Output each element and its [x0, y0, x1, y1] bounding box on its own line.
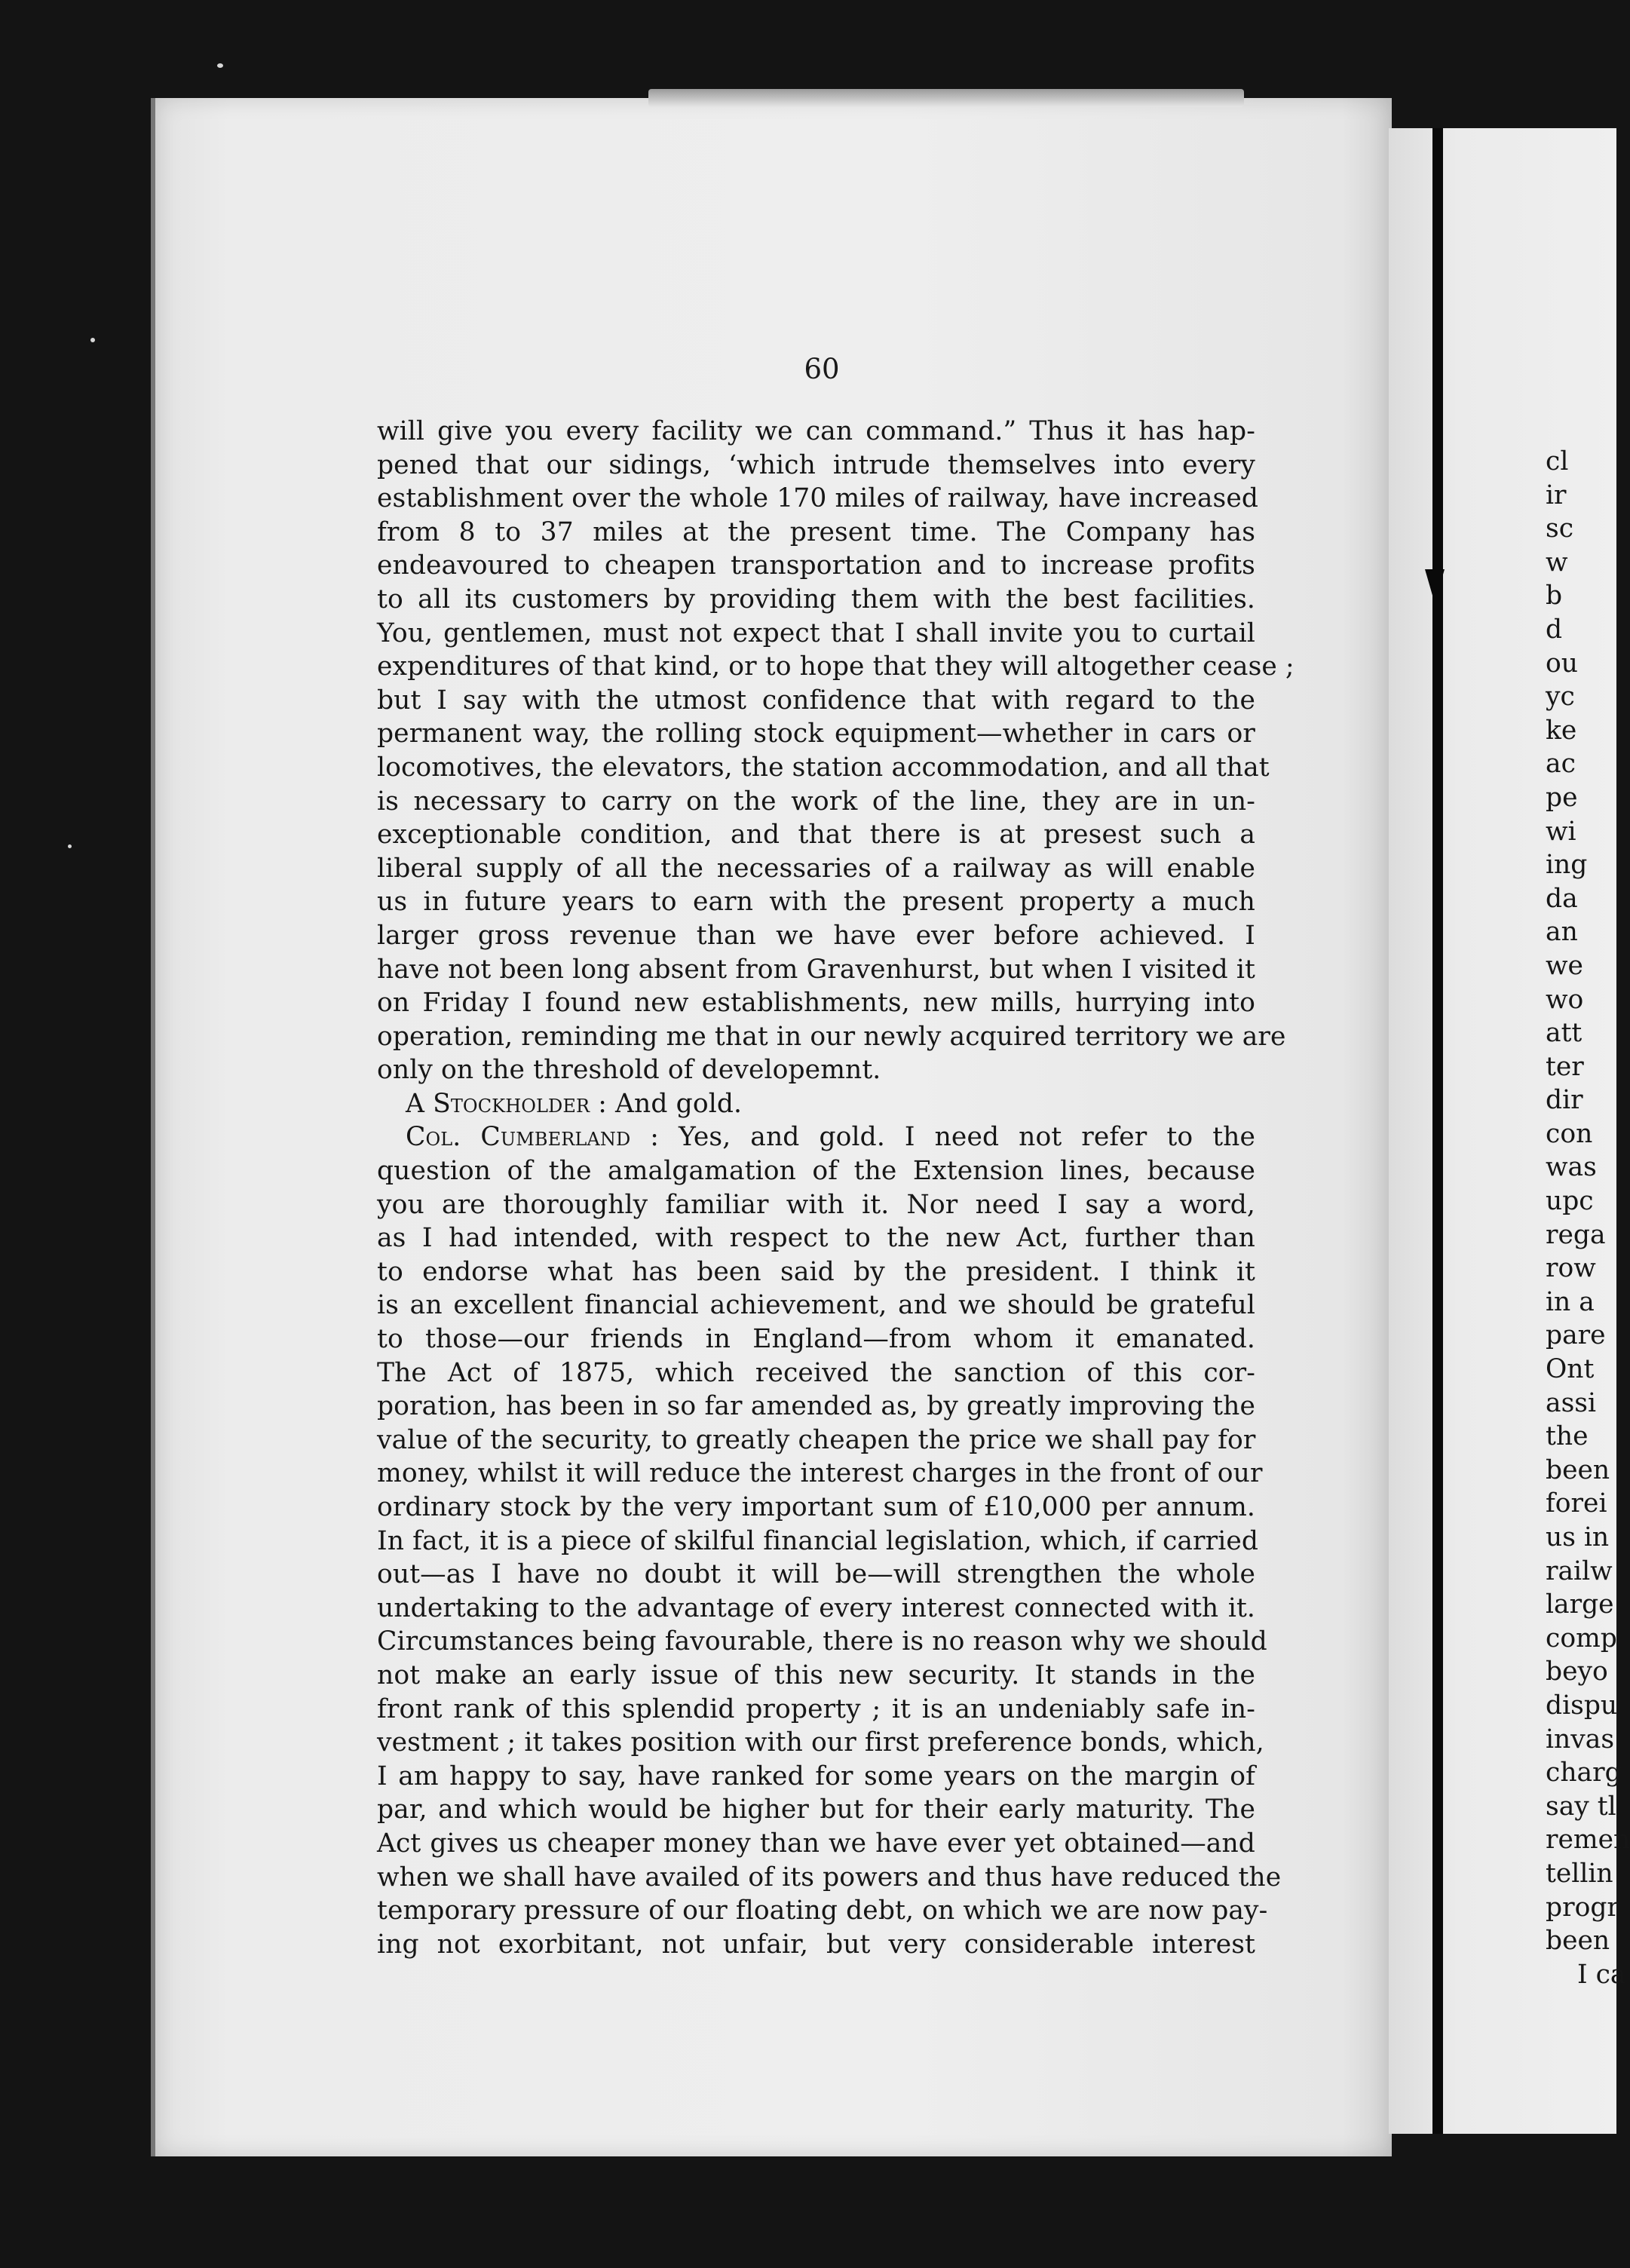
- facing-page-fragment: invas: [1546, 1724, 1615, 1755]
- text-line: when we shall have availed of its powers and thus have reduced the: [377, 1862, 1282, 1893]
- facing-page-fragment: att: [1546, 1018, 1583, 1049]
- facing-page-fragment: remen: [1546, 1825, 1630, 1856]
- facing-page-fragment: beyo: [1546, 1657, 1608, 1687]
- facing-page-fragment: sc: [1546, 513, 1574, 544]
- facing-page-fragment: ke: [1546, 715, 1577, 746]
- facing-page-fragment: tellin: [1546, 1858, 1613, 1889]
- scan-speck: [217, 63, 223, 68]
- facing-page-fragment: in a: [1546, 1286, 1595, 1317]
- facing-page-fragment: was: [1546, 1152, 1597, 1183]
- facing-page-fragment: we: [1546, 950, 1583, 981]
- facing-page-fragment: con: [1546, 1118, 1593, 1149]
- text-line: liberal supply of all the necessaries of a railway as will enable: [377, 853, 1255, 884]
- text-line: not make an early issue of this new security. It stands in the: [377, 1660, 1255, 1690]
- scan-speck: [68, 844, 72, 848]
- text-line: but I say with the utmost confidence that with regard to the: [377, 685, 1255, 716]
- text-line: value of the security, to greatly cheapen the price we shall pay for: [377, 1424, 1256, 1455]
- text-line: only on the threshold of developemnt.: [377, 1055, 881, 1086]
- facing-page-fragment: I ca: [1577, 1959, 1626, 1990]
- facing-page-fragment: ir: [1546, 480, 1567, 510]
- text-line: establishment over the whole 170 miles of railway, have increased: [377, 483, 1259, 514]
- facing-page-fragment: dir: [1546, 1085, 1583, 1116]
- text-line: You, gentlemen, must not expect that I shall invite you to curtail: [377, 618, 1255, 648]
- facing-page-fragment: ou: [1546, 648, 1578, 679]
- text-line: temporary pressure of our floating debt, on which we are now pay-: [377, 1896, 1268, 1926]
- text-line: ordinary stock by the very important sum of £10,000 per annum.: [377, 1492, 1255, 1522]
- facing-page-fragment: an: [1546, 917, 1578, 948]
- facing-page-fragment: ac: [1546, 749, 1576, 780]
- text-line: Act gives us cheaper money than we have ever yet obtained—and: [377, 1828, 1255, 1859]
- facing-page-fragment: progr: [1546, 1892, 1619, 1923]
- text-line: vestment ; it takes position with our first preference bonds, which,: [377, 1727, 1264, 1758]
- text-line: to all its customers by providing them with the best facilities.: [377, 584, 1255, 615]
- facing-page-fragment: dispu: [1546, 1690, 1618, 1721]
- facing-page-fragment: pe: [1546, 782, 1578, 813]
- speech-text: Yes, and gold. I need not refer to the: [679, 1122, 1255, 1153]
- text-line: locomotives, the elevators, the station accommodation, and all that: [377, 752, 1270, 783]
- facing-page-fragment: d: [1546, 614, 1563, 645]
- facing-page-fragment: row: [1546, 1253, 1596, 1284]
- speaker-name: A Stockholder :: [406, 1088, 607, 1119]
- facing-page-fragment: yc: [1546, 682, 1575, 713]
- text-line: from 8 to 37 miles at the present time. The Company has: [377, 516, 1255, 547]
- text-line: money, whilst it will reduce the interest charges in the front of our: [377, 1458, 1263, 1489]
- facing-page-fragment: ing: [1546, 850, 1588, 881]
- speaker-name: Col. Cumberland :: [406, 1122, 660, 1153]
- facing-page-fragment: assi: [1546, 1387, 1597, 1418]
- page-body-text: [377, 415, 1295, 1961]
- book-gutter: [1432, 128, 1443, 2134]
- text-line: expenditures of that kind, or to hope that they will altogether cease ;: [377, 651, 1295, 682]
- facing-page-fragment: been: [1546, 1926, 1610, 1957]
- text-line: question of the amalgamation of the Extension lines, because: [377, 1156, 1255, 1187]
- text-line: is an excellent financial achievement, and we should be grateful: [377, 1290, 1255, 1321]
- facing-page-fragment: the: [1546, 1421, 1589, 1452]
- facing-page-fragment: upc: [1546, 1186, 1594, 1217]
- facing-page-text-fragments: [1546, 445, 1630, 1991]
- facing-page-fragment: b: [1546, 581, 1563, 611]
- facing-page-fragment: us in: [1546, 1522, 1610, 1552]
- text-line: to those—our friends in England—from whom it emanated.: [377, 1324, 1255, 1355]
- text-line: I am happy to say, have ranked for some years on the margin of: [377, 1761, 1255, 1791]
- facing-page-fragment: say tl: [1546, 1791, 1616, 1822]
- facing-page-fragment: forei: [1546, 1488, 1607, 1519]
- facing-page-fragment: rega: [1546, 1219, 1606, 1250]
- text-line: will give you every facility we can command.” Thus it has hap-: [377, 416, 1255, 446]
- text-line: to endorse what has been said by the president. I think it: [377, 1256, 1255, 1287]
- text-line: ing not exorbitant, not unfair, but very considerable interest: [377, 1929, 1255, 1960]
- text-line: have not been long absent from Gravenhurst, but when I visited it: [377, 954, 1255, 985]
- text-line: endeavoured to cheapen transportation and to increase profits: [377, 550, 1255, 581]
- text-line: us in future years to earn with the present property a much: [377, 887, 1255, 918]
- facing-page-fragment: da: [1546, 883, 1578, 914]
- text-line: poration, has been in so far amended as, by greatly improving the: [377, 1391, 1255, 1422]
- text-line: pened that our sidings, ‘which intrude themselves into every: [377, 449, 1255, 480]
- facing-page-fragment: been: [1546, 1454, 1610, 1485]
- speech-text: And gold.: [615, 1088, 743, 1119]
- text-line: you are thoroughly familiar with it. Nor need I say a word,: [377, 1189, 1255, 1220]
- facing-page-fragment: wo: [1546, 984, 1584, 1015]
- facing-page-fragment: Ont: [1546, 1354, 1595, 1385]
- text-line: is necessary to carry on the work of the line, they are in un-: [377, 786, 1255, 817]
- facing-page-fragment: ter: [1546, 1051, 1584, 1082]
- text-line: In fact, it is a piece of skilful financial legislation, which, if carried: [377, 1525, 1259, 1556]
- text-line: as I had intended, with respect to the new Act, further than: [377, 1223, 1255, 1254]
- text-line: Circumstances being favourable, there is no reason why we should: [377, 1626, 1267, 1657]
- text-line: on Friday I found new establishments, new mills, hurrying into: [377, 988, 1255, 1019]
- facing-page-fragment: large: [1546, 1589, 1614, 1620]
- text-line: exceptionable condition, and that there is at presest such a: [377, 820, 1255, 851]
- text-line: front rank of this splendid property ; it is an undeniably safe in-: [377, 1693, 1255, 1724]
- facing-page-fragment: charg: [1546, 1758, 1622, 1788]
- facing-page-fragment: w: [1546, 547, 1568, 578]
- stockholder-line: [377, 1087, 1255, 1121]
- facing-page-fragment: cl: [1546, 446, 1569, 477]
- text-line: operation, reminding me that in our newly acquired territory we are: [377, 1021, 1286, 1052]
- facing-page-fragment: railw: [1546, 1555, 1613, 1586]
- scan-speck: [90, 338, 95, 342]
- col-cumberland-line: [377, 1120, 1255, 1154]
- text-line: permanent way, the rolling stock equipment—whether in cars or: [377, 719, 1255, 749]
- text-line: par, and which would be higher but for their early maturity. The: [377, 1794, 1255, 1825]
- facing-page-fragment: pare: [1546, 1320, 1606, 1351]
- text-line: The Act of 1875, which received the sanction of this cor-: [377, 1357, 1255, 1388]
- facing-page-fragment: wi: [1546, 816, 1576, 847]
- text-line: out—as I have no doubt it will be—will strengthen the whole: [377, 1559, 1255, 1590]
- text-line: undertaking to the advantage of every interest connected with it.: [377, 1592, 1255, 1623]
- page-top-tear: [648, 89, 1244, 107]
- text-line: larger gross revenue than we have ever before achieved. I: [377, 920, 1255, 951]
- page-number: 60: [804, 353, 840, 385]
- facing-page-fragment: comp: [1546, 1623, 1617, 1653]
